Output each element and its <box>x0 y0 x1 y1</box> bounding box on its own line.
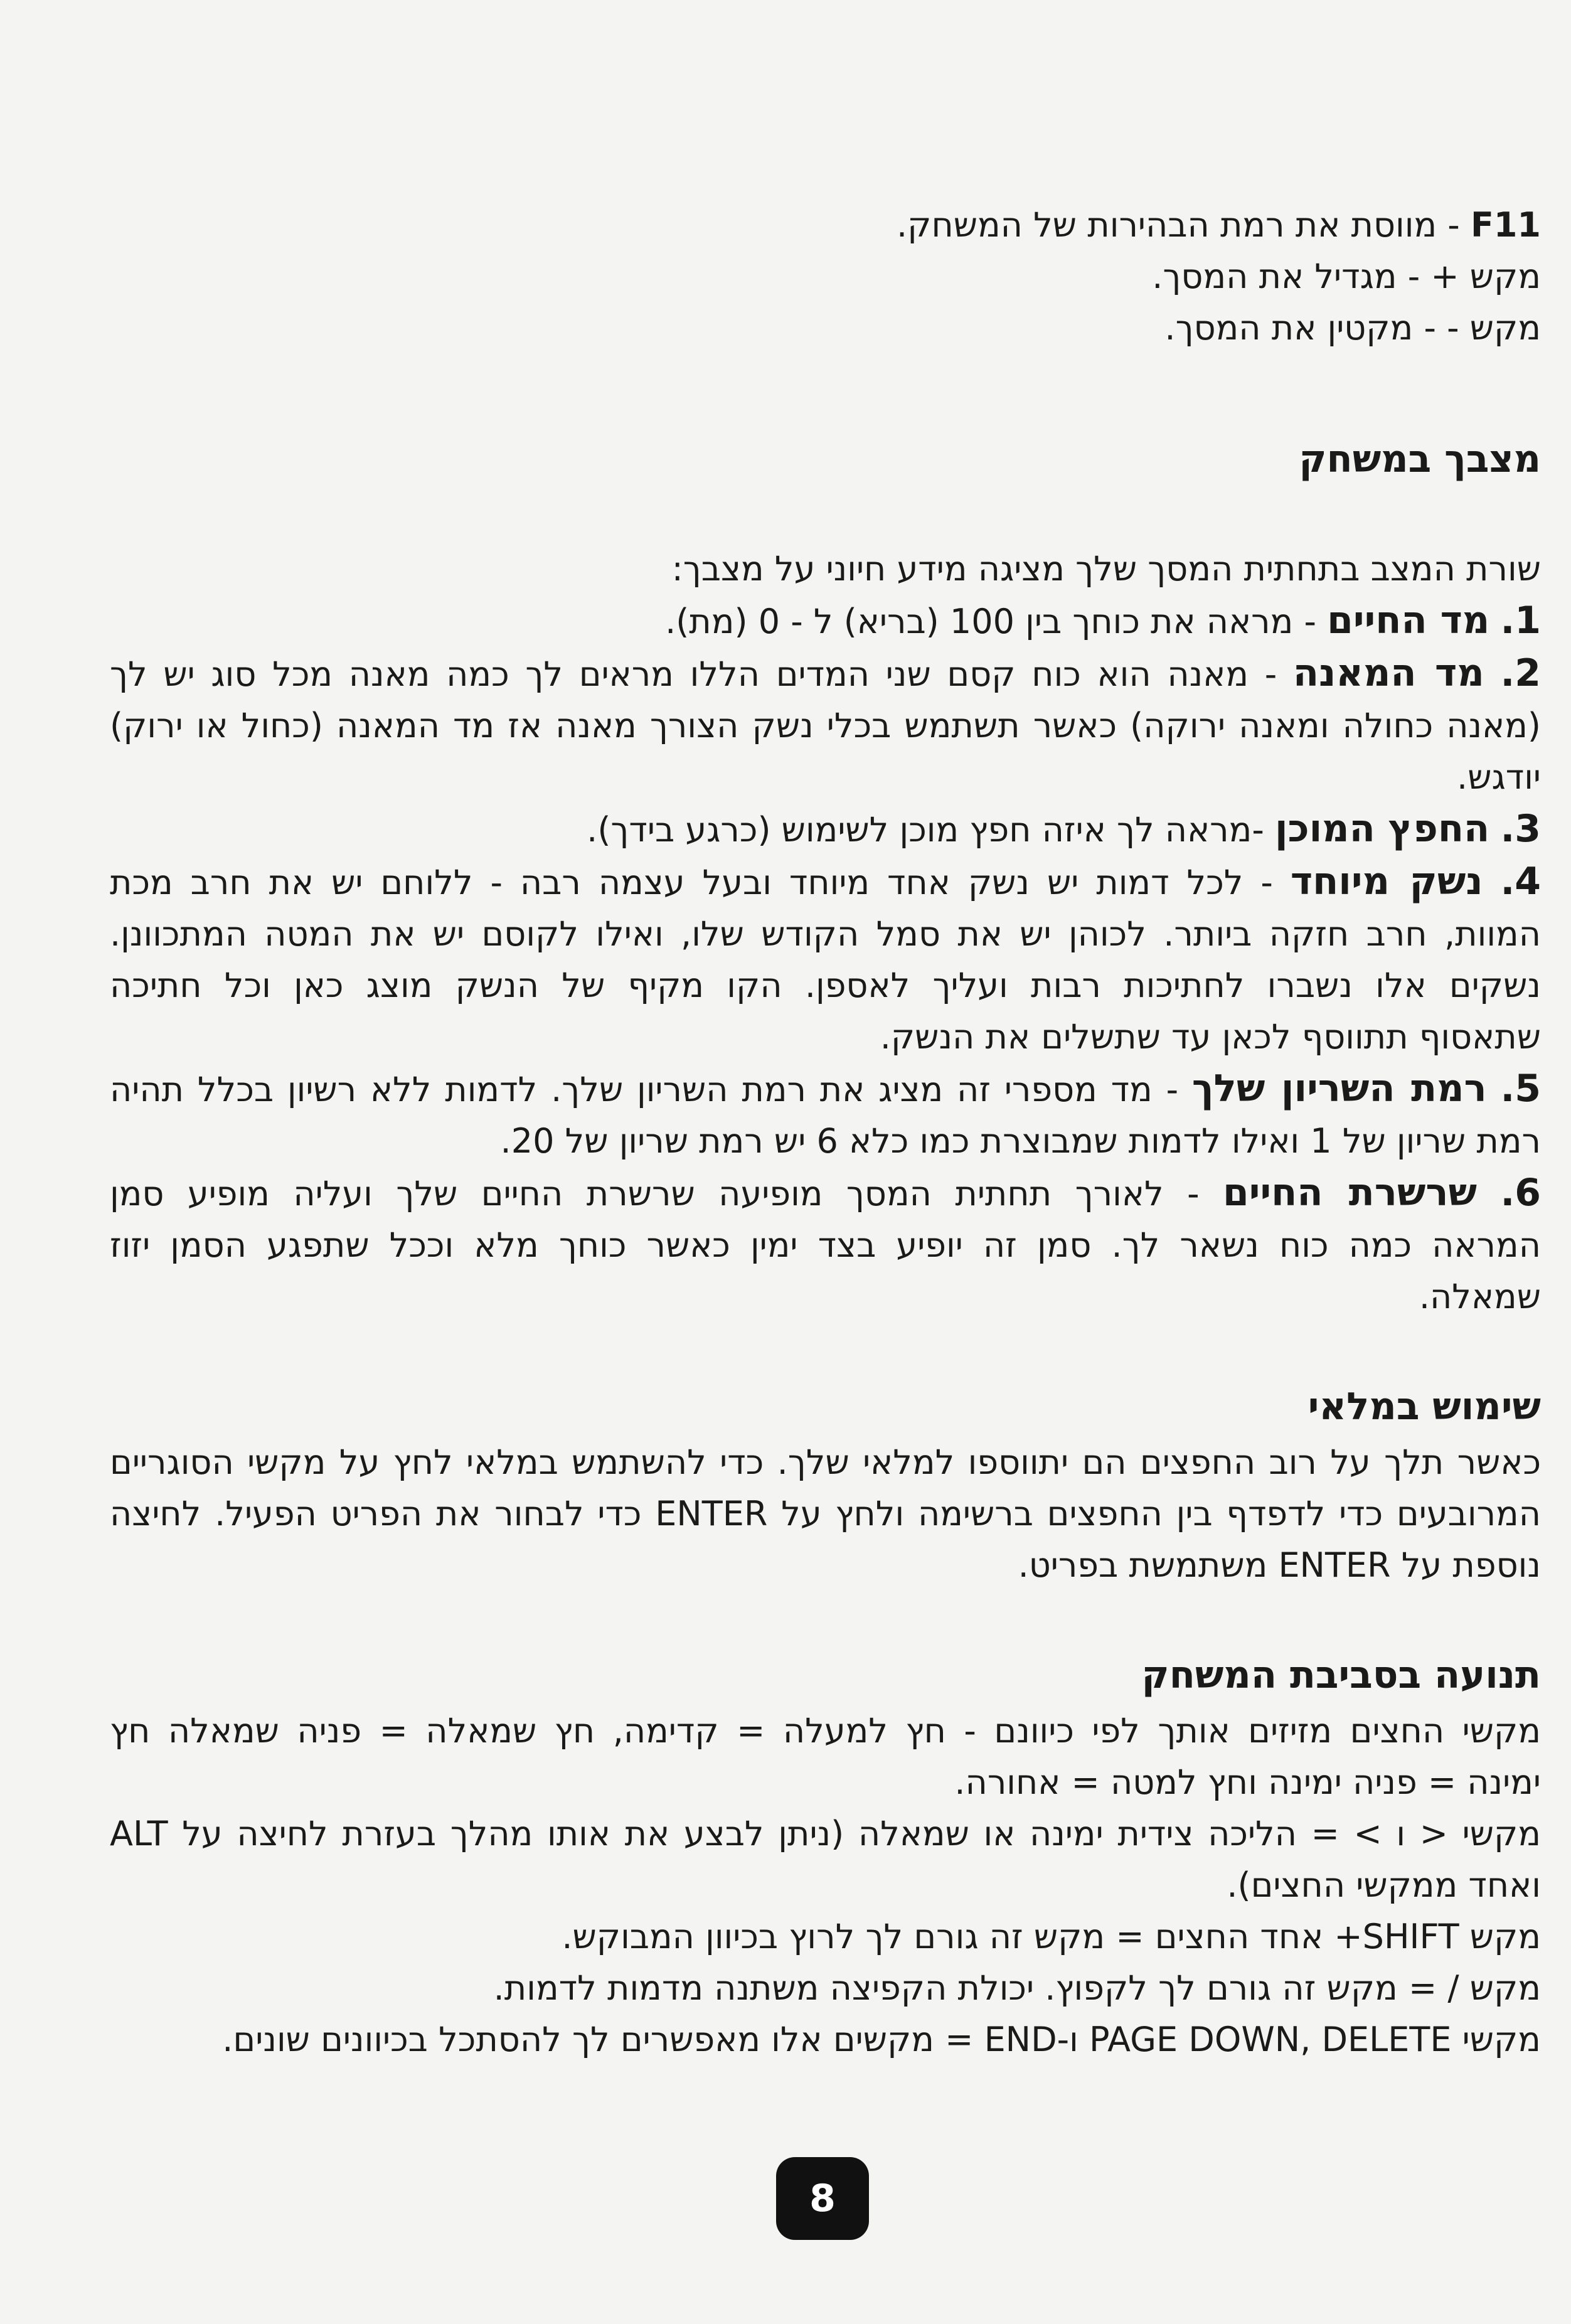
item-number: 2. <box>1500 651 1541 695</box>
item-text: המראה כמה כוח נשאר לך. סמן זה יופיע בצד ימין כאשר כוחך מלא וככל שתפגע הסמן יזוז <box>110 1225 1541 1265</box>
status-item <box>110 648 1541 803</box>
item-title: החפץ המוכן <box>1275 807 1490 851</box>
item-text: (מאנה כחולה ומאנה ירוקה) כאשר תשתמש בכלי נשק הצורך מאנה אז מד המאנה (כחול או ירוק) <box>110 706 1541 745</box>
item-text: -מראה לך איזה חפץ מוכן לשימוש (כרגע בידך). <box>587 810 1275 850</box>
item-text: - מד מספרי זה מציג את רמת השריון שלך. לדמות ללא רשיון בכלל תהיה <box>110 1070 1192 1109</box>
key-line-f11 <box>110 200 1541 251</box>
status-item <box>110 803 1541 856</box>
item-number: 6. <box>1500 1171 1542 1215</box>
paragraph-line: מקשי < ו > = הליכה צידית ימינה או שמאלה (ניתן לבצע את אותו מהלך בעזרת לחיצה על ALT <box>110 1814 1541 1853</box>
key-line-minus: מקש - - מקטין את המסך. <box>1164 308 1541 348</box>
status-item <box>110 595 1541 648</box>
paragraph-line: מקשי החצים מזיזים אותך לפי כיוונם - חץ למעלה = קדימה, חץ שמאלה = פניה שמאלה חץ <box>110 1711 1541 1751</box>
item-title: נשק מיוחד <box>1290 860 1483 903</box>
item-text: - מראה את כוחך בין 100 (בריא) ל - 0 (מת). <box>665 602 1328 641</box>
paragraph-line: מקש SHIFT+ אחד החצים = מקש זה גורם לך לרוץ בכיוון המבוקש. <box>562 1917 1541 1956</box>
item-text: המוות, חרב חזקה ביותר. לכוהן יש את סמל הקודש שלו, ואילו לקוסם יש את המטה המתכוונן. <box>110 914 1541 954</box>
status-item <box>110 1167 1541 1323</box>
item-number: 3. <box>1500 807 1541 851</box>
status-intro: שורת המצב בתחתית המסך שלך מציגה מידע חיוני על מצבך: <box>671 549 1541 589</box>
paragraph-line: מקש / = מקש זה גורם לך לקפוץ. יכולת הקפיצה משתנה מדמות לדמות. <box>493 1968 1541 2008</box>
item-number: 5. <box>1500 1067 1541 1111</box>
paragraph-line: מקשי PAGE DOWN, DELETE ו-END = מקשים אלו מאפשרים לך להסתכל בכיוונים שונים. <box>222 2020 1541 2059</box>
item-title: רמת השריון שלך <box>1191 1067 1487 1111</box>
item-text: יודגש. <box>1457 757 1541 797</box>
paragraph-line: ואחד ממקשי החצים). <box>1227 1865 1541 1905</box>
section-heading: שימוש במלאי <box>1307 1385 1541 1429</box>
item-title: שרשרת החיים <box>1223 1171 1477 1215</box>
paragraph-line: כאשר תלך על רוב החפצים הם יתווספו למלאי שלך. כדי להשתמש במלאי לחץ על מקשי הסוגריים <box>110 1442 1541 1482</box>
item-title: מד החיים <box>1327 599 1490 642</box>
status-section <box>110 429 1541 1323</box>
item-text: שמאלה. <box>1419 1277 1541 1316</box>
item-text: - מאנה הוא כוח קסם שני המדים הללו מראים לך כמה מאנה מכל סוג יש לך <box>110 654 1293 694</box>
status-item <box>110 1063 1541 1167</box>
inventory-section <box>110 1377 1541 1591</box>
section-heading: מצבך במשחק <box>1299 437 1541 481</box>
paragraph-line: המרובעים כדי לדפדף בין החפצים ברשימה ולחץ על ENTER כדי לבחור את הפריט הפעיל. לחיצה <box>110 1494 1542 1533</box>
paragraph-line: נוספת על ENTER משתמשת בפריט. <box>1018 1545 1541 1585</box>
page-number-badge: 8 <box>776 2157 869 2240</box>
item-text: שתאסוף תתווסף לכאן עד שתשלים את הנשק. <box>880 1017 1541 1057</box>
status-item <box>110 856 1541 1063</box>
key-description: - מווסת את רמת הבהירות של המשחק. <box>896 205 1471 245</box>
section-heading: תנועה בסביבת המשחק <box>1141 1653 1541 1697</box>
key-line-plus: מקש + - מגדיל את המסך. <box>1152 257 1541 296</box>
paragraph-line: ימינה = פניה ימינה וחץ למטה = אחורה. <box>954 1762 1541 1802</box>
item-text: - לאורך תחתית המסך מופיעה שרשרת החיים שלך ועליה מופיע סמן <box>110 1174 1223 1213</box>
item-number: 4. <box>1500 860 1541 903</box>
key-name: F11 <box>1470 205 1541 245</box>
item-text: - לכל דמות יש נשק אחד מיוחד ובעל עצמה רבה - ללוחם יש את חרב מכת <box>110 863 1291 902</box>
item-text: נשקים אלו נשברו לחתיכות רבות ועליך לאספן. הקו מקיף של הנשק מוצג כאן וכל חתיכה <box>110 966 1541 1005</box>
item-title: מד המאנה <box>1292 651 1484 695</box>
item-number: 1. <box>1500 599 1541 642</box>
movement-section <box>110 1645 1541 2065</box>
key-list <box>110 200 1541 354</box>
item-text: רמת שריון של 1 ואילו לדמות שמבוצרת כמו כלא 6 יש רמת שריון של 20. <box>500 1121 1541 1161</box>
